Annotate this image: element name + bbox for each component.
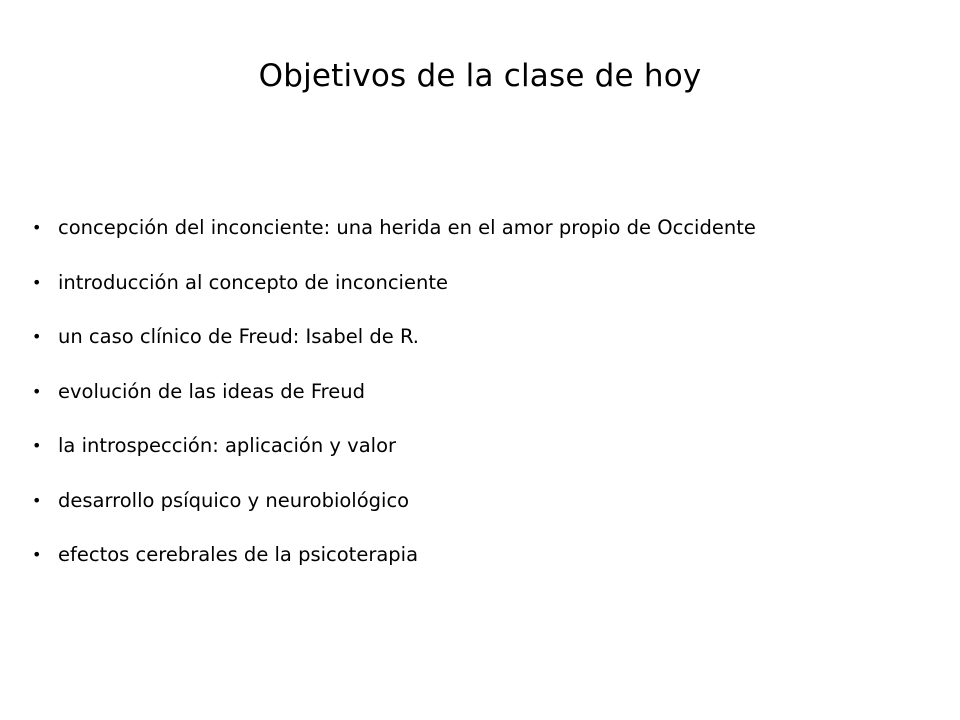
bullet-list xyxy=(32,206,952,588)
list-item-text: evolución de las ideas de Freud xyxy=(58,379,365,403)
list-item xyxy=(32,370,952,425)
list-item-text: concepción del inconciente: una herida en el amor propio de Occidente xyxy=(58,216,756,239)
list-item-text: un caso clínico de Freud: Isabel de R. xyxy=(58,325,419,348)
slide-title: Objetivos de la clase de hoy xyxy=(258,58,702,94)
list-item xyxy=(32,424,952,479)
list-item xyxy=(32,315,952,370)
bullet-icon: • xyxy=(32,436,42,455)
bullet-icon: • xyxy=(32,490,42,510)
bullet-icon: • xyxy=(32,272,42,292)
list-item-text: desarrollo psíquico y neurobiológico xyxy=(58,488,410,512)
list-item xyxy=(32,533,952,588)
bullet-icon: • xyxy=(32,327,42,346)
list-item xyxy=(32,479,952,534)
bullet-icon: • xyxy=(32,381,42,401)
bullet-icon: • xyxy=(32,218,42,237)
list-item-text: efectos cerebrales de la psicoterapia xyxy=(58,543,419,566)
list-item xyxy=(32,261,952,316)
list-item xyxy=(32,206,952,261)
list-item-text: la introspección: aplicación y valor xyxy=(58,434,397,457)
bullet-icon: • xyxy=(32,545,42,564)
list-item-text: introducción al concepto de inconciente xyxy=(58,270,448,294)
